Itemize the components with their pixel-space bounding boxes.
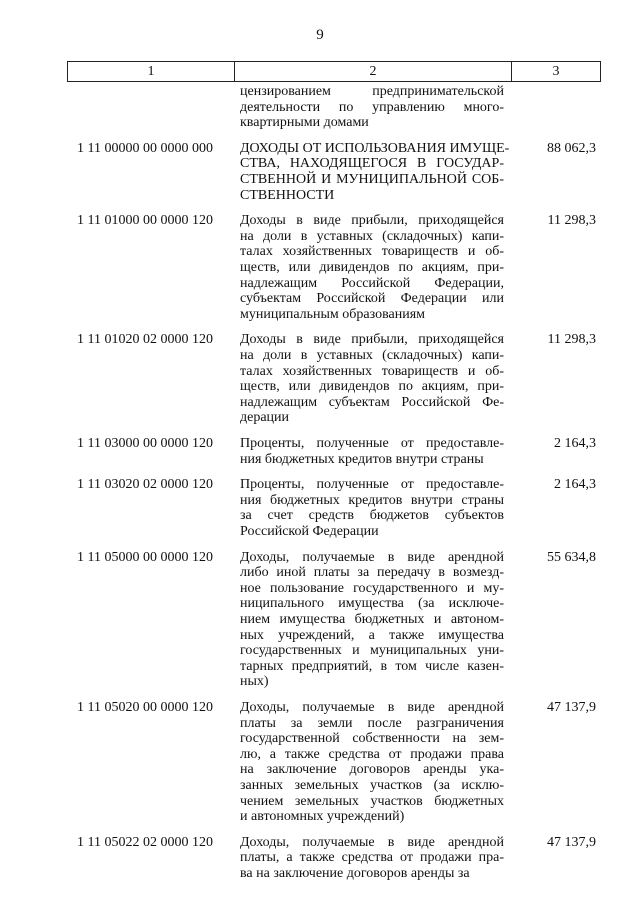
- row-description-line: надлежащим Российской Федерации,: [240, 275, 504, 291]
- row-description-line: лю, а также средства от продажи права: [240, 746, 504, 762]
- row-description-line: занных земельных участков (за исклю-: [240, 777, 504, 793]
- row-amount: 11 298,3: [547, 213, 596, 229]
- row-description-line: платы, а также средства от продажи пра-: [240, 850, 504, 866]
- row-description: [240, 213, 504, 322]
- row-description-line: ния бюджетных кредитов внутри страны: [240, 492, 504, 508]
- row-code: 1 11 01020 02 0000 120: [77, 332, 213, 348]
- row-description-line: талах хозяйственных товариществ и об-: [240, 363, 504, 379]
- row-amount: 2 164,3: [554, 477, 596, 493]
- row-description-line: ществ, или дивидендов по акциям, при-: [240, 259, 504, 275]
- row-description-line: Проценты, полученные от предоставле-: [240, 436, 504, 451]
- row-code: 1 11 03020 02 0000 120: [77, 477, 213, 493]
- row-description-line: за счет средств бюджетов субъектов: [240, 508, 504, 524]
- row-description: [240, 550, 504, 690]
- row-description: [240, 332, 504, 426]
- row-description-line: субъектам Российской Федерации или: [240, 291, 504, 307]
- row-amount: 11 298,3: [547, 332, 596, 348]
- column-header-description: 2: [235, 62, 512, 81]
- row-description-line: ных учреждений, а также имущества: [240, 627, 504, 643]
- row-description-line: ществ, или дивидендов по акциям, при-: [240, 379, 504, 395]
- row-description-line: квартирными домами: [240, 115, 369, 131]
- row-amount: 47 137,9: [547, 834, 596, 850]
- row-description-line: либо иной платы за передачу в возмезд-: [240, 565, 504, 581]
- row-description-line: Проценты, полученные от предоставле-: [240, 477, 504, 493]
- row-description-line: нием имущества бюджетных и автоном-: [240, 611, 504, 627]
- row-description-line: СТВЕННОСТИ: [240, 187, 335, 203]
- row-description-line: СТВА, НАХОДЯЩЕГОСЯ В ГОСУДАР-: [240, 156, 504, 172]
- row-description-line: тарных предприятий, в том числе казен-: [240, 658, 504, 674]
- row-description-line: Доходы, получаемые в виде арендной: [240, 834, 504, 850]
- row-description-line: на доли в уставных (складочных) капи-: [240, 228, 504, 244]
- row-description-line: СТВЕННОЙ И МУНИЦИПАЛЬНОЙ СОБ-: [240, 171, 504, 187]
- row-amount: 88 062,3: [547, 140, 596, 156]
- row-description-line: на заключение договоров аренды ука-: [240, 762, 504, 778]
- row-amount: 2 164,3: [554, 436, 596, 451]
- row-description-line: ва на заключение договоров аренды за: [240, 865, 470, 881]
- row-description-line: талах хозяйственных товариществ и об-: [240, 244, 504, 260]
- row-description-line: ния бюджетных кредитов внутри страны: [240, 451, 484, 467]
- row-description-line: дерации: [240, 410, 290, 426]
- row-description-line: ных): [240, 674, 269, 690]
- row-amount: 47 137,9: [547, 700, 596, 715]
- row-description: [240, 84, 504, 131]
- column-header-amount: 3: [552, 64, 560, 79]
- row-description: [240, 436, 504, 467]
- row-code: 1 11 05022 02 0000 120: [77, 834, 213, 850]
- row-description-line: ное пользование государственного и му-: [240, 580, 504, 596]
- table-header: [67, 61, 601, 82]
- row-description-line: Доходы, получаемые в виде арендной: [240, 700, 504, 715]
- row-description-line: государственной собственности на зем-: [240, 731, 504, 747]
- row-code: 1 11 00000 00 0000 000: [77, 140, 213, 156]
- page-number: 9: [316, 27, 324, 43]
- column-header-code: 1: [68, 62, 235, 81]
- row-description: [240, 477, 504, 539]
- row-code: 1 11 01000 00 0000 120: [77, 213, 213, 229]
- row-description-line: чением земельных участков бюджетных: [240, 793, 504, 809]
- row-description-line: платы за земли после разграничения: [240, 715, 504, 731]
- row-description-line: ДОХОДЫ ОТ ИСПОЛЬЗОВАНИЯ ИМУЩЕ-: [240, 140, 510, 156]
- row-description-line: государственных и муниципальных уни-: [240, 643, 504, 659]
- row-description-line: надлежащим субъектам Российской Фе-: [240, 394, 504, 410]
- row-description: [240, 140, 510, 203]
- row-description-line: Доходы в виде прибыли, приходящейся: [240, 213, 504, 229]
- row-description-line: цензированием предпринимательской: [240, 84, 504, 99]
- row-description-line: на доли в уставных (складочных) капи-: [240, 347, 504, 363]
- row-code: 1 11 05000 00 0000 120: [77, 549, 213, 565]
- row-description: [240, 700, 504, 825]
- row-description: [240, 835, 504, 882]
- row-description-line: ниципального имущества (за исключе-: [240, 596, 504, 612]
- row-description-line: деятельности по управлению много-: [240, 99, 504, 115]
- row-description-line: Доходы, получаемые в виде арендной: [240, 549, 504, 565]
- row-amount: 55 634,8: [547, 549, 596, 565]
- row-description-line: и автономных учреждений): [240, 809, 405, 825]
- row-description-line: Российской Федерации: [240, 523, 379, 539]
- row-code: 1 11 05020 00 0000 120: [77, 700, 213, 715]
- row-description-line: муниципальным образованиям: [240, 306, 425, 322]
- row-description-line: Доходы в виде прибыли, приходящейся: [240, 332, 504, 348]
- row-code: 1 11 03000 00 0000 120: [77, 436, 213, 451]
